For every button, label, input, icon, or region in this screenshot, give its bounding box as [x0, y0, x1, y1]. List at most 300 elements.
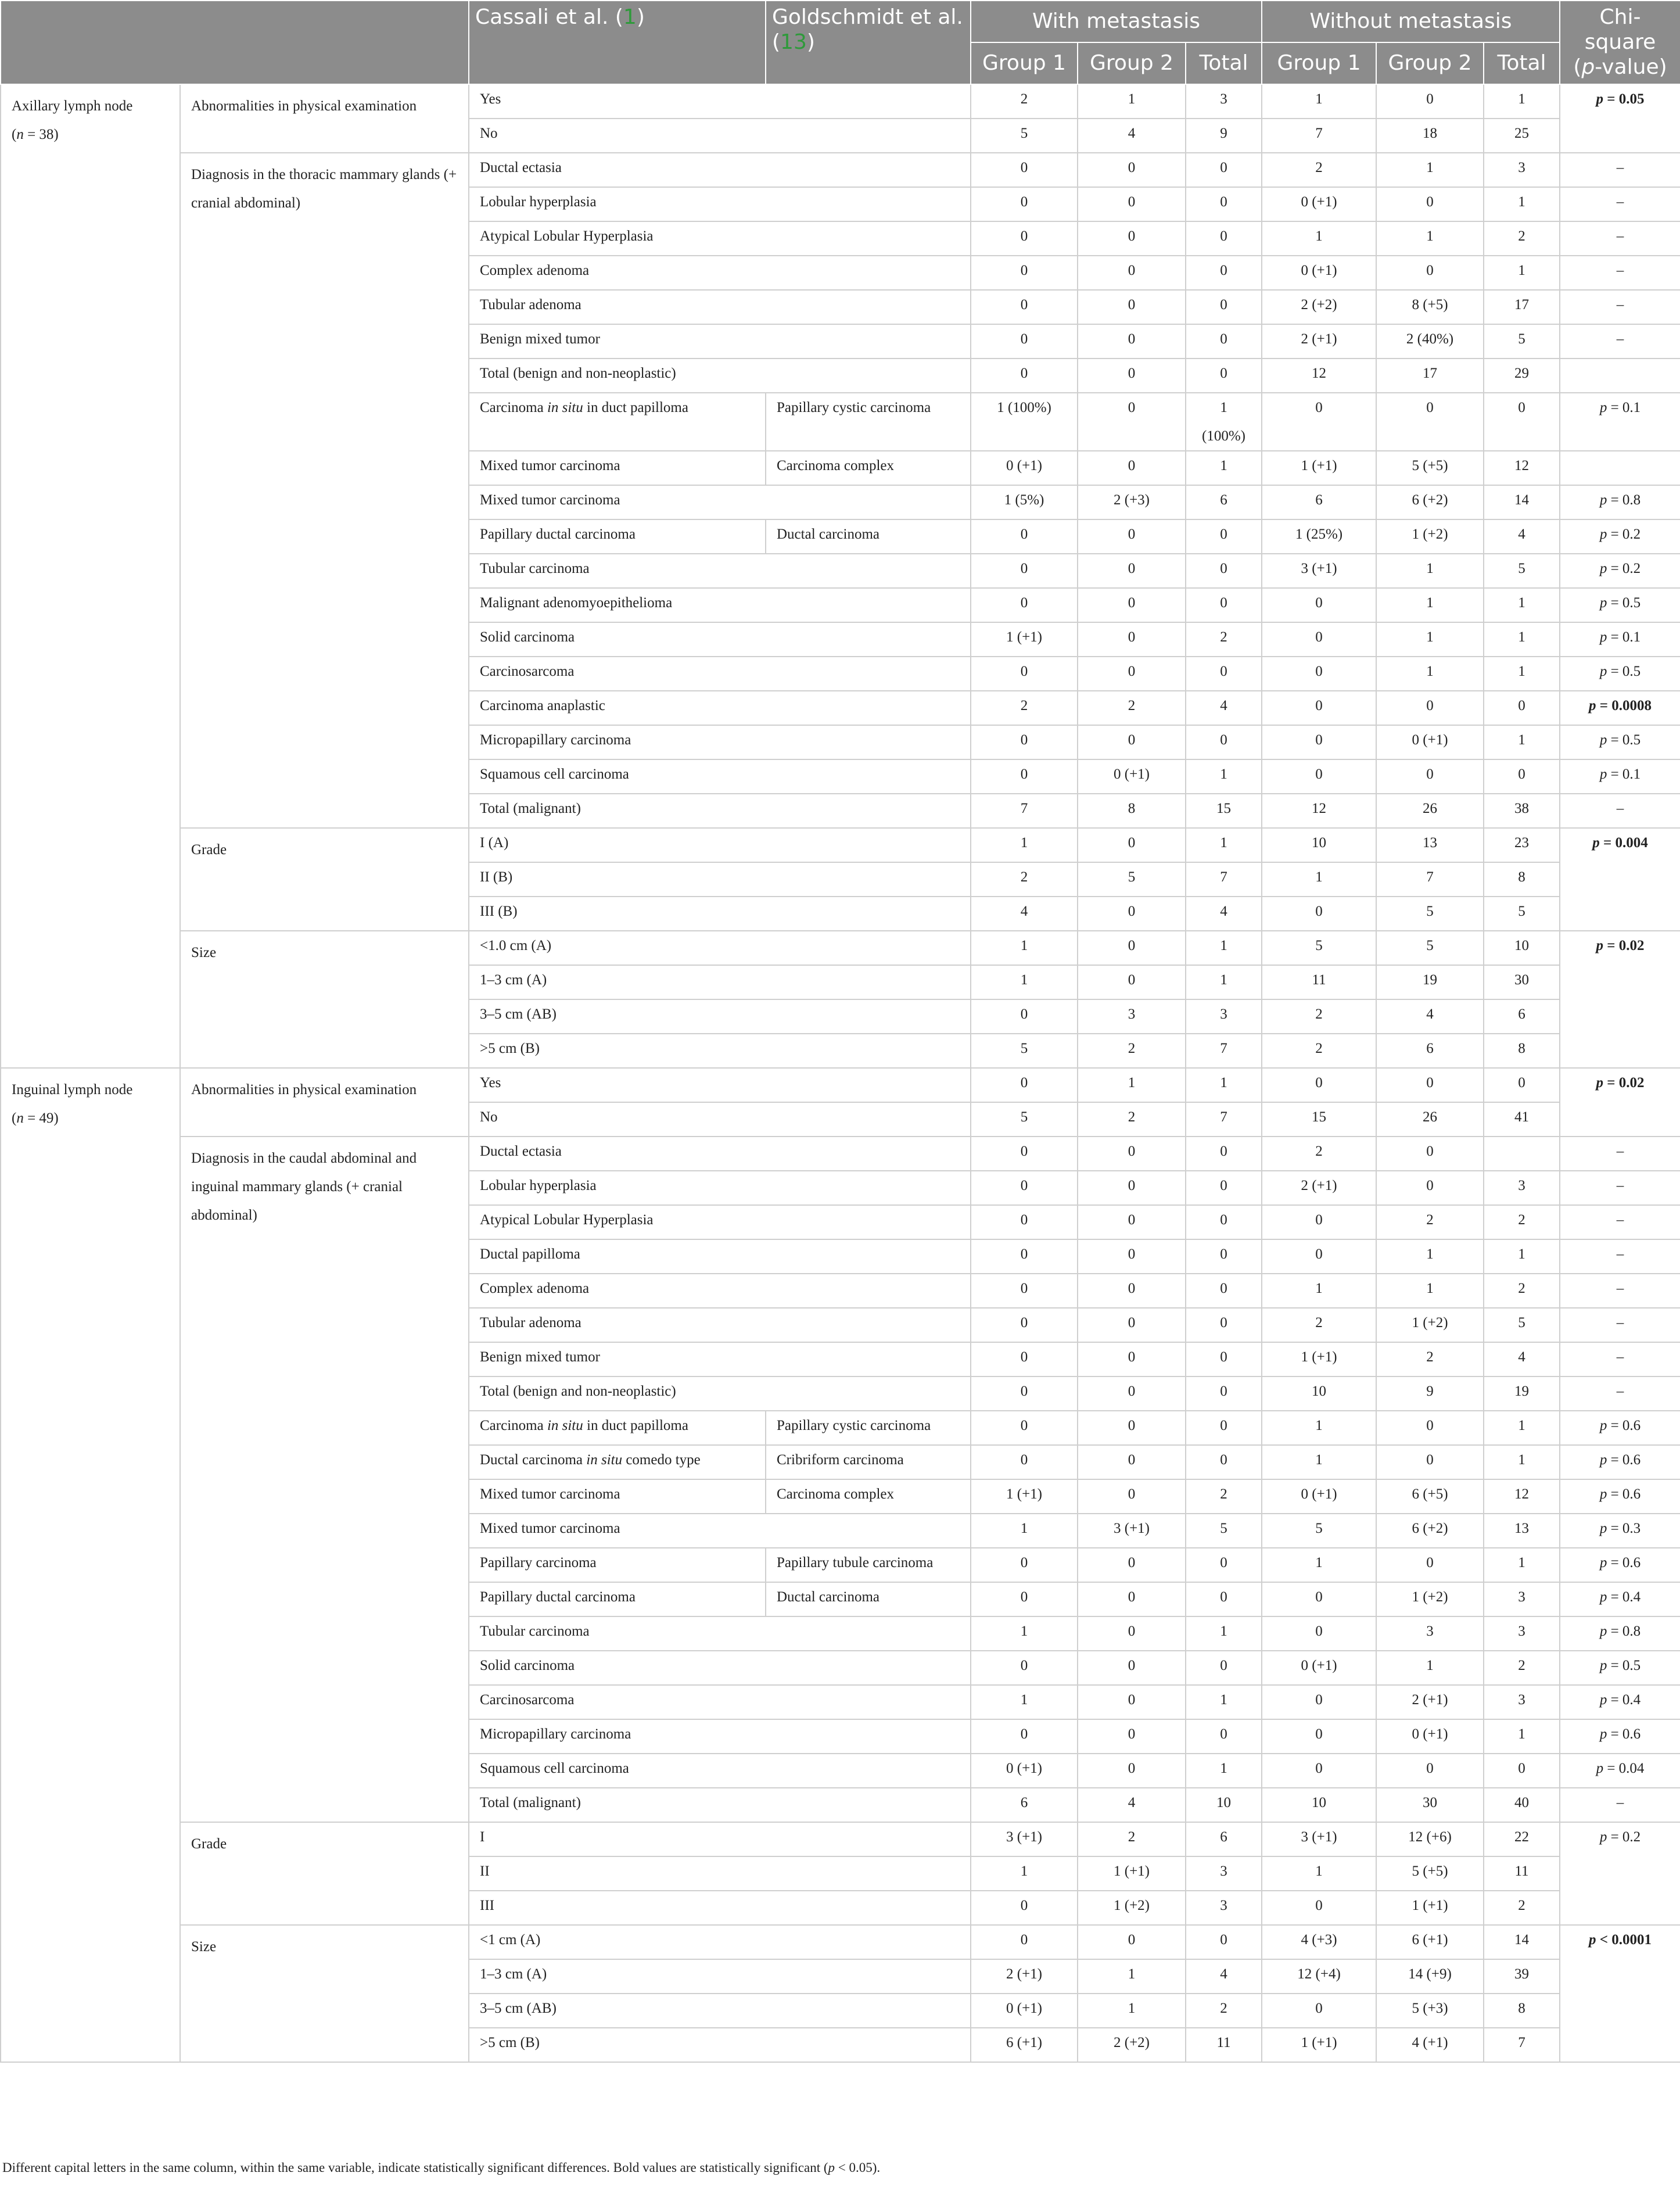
value-cell: 2 [1186, 1479, 1262, 1514]
value-cell: 2 (+1) [971, 1959, 1078, 1994]
value-cell: 0 [1078, 359, 1186, 393]
p-value: p = 0.1 [1560, 393, 1680, 451]
value-cell: 6 [1484, 999, 1560, 1034]
value-cell: 1 [1376, 588, 1484, 622]
category-cassali: Carcinosarcoma [469, 657, 971, 691]
value-cell: 0 [1078, 622, 1186, 657]
value-cell: 1 [1186, 1685, 1262, 1719]
value-cell: 0 [1186, 1376, 1262, 1411]
table-body [1, 84, 1680, 2062]
p-value: – [1560, 256, 1680, 290]
value-cell: 0 [1078, 1137, 1186, 1171]
value-cell: 1 [1078, 1994, 1186, 2028]
value-cell: 0 [1078, 256, 1186, 290]
value-cell: 2 (+3) [1078, 485, 1186, 519]
category-cassali: Squamous cell carcinoma [469, 759, 971, 794]
value-cell: 0 [1376, 187, 1484, 221]
p-value: p = 0.004 [1560, 828, 1680, 931]
p-value: p = 0.2 [1560, 1822, 1680, 1925]
value-cell: 0 [1078, 1479, 1186, 1514]
goldschmidt-ref-link[interactable]: 13 [780, 30, 807, 55]
value-cell: 2 [1376, 1205, 1484, 1239]
value-cell: 1 [1484, 84, 1560, 119]
value-cell: 0 [971, 324, 1078, 359]
p-value: p < 0.0001 [1560, 1925, 1680, 2062]
value-cell: 7 [1186, 1034, 1262, 1068]
p-value: – [1560, 1205, 1680, 1239]
category-cassali: Total (benign and non-neoplastic) [469, 1376, 971, 1411]
value-cell: 0 [1078, 221, 1186, 256]
value-cell: 4 (+1) [1376, 2028, 1484, 2062]
category-cassali: Carcinoma in situ in duct papilloma [469, 393, 766, 451]
value-cell: 0 [1376, 1445, 1484, 1479]
value-cell: 1 [971, 965, 1078, 999]
value-cell: 12 [1262, 794, 1376, 828]
value-cell: 7 [1262, 119, 1376, 153]
value-cell: 4 [1186, 691, 1262, 725]
value-cell: 4 [1078, 119, 1186, 153]
category-goldschmidt: Carcinoma complex [766, 1479, 971, 1514]
category-cassali: <1.0 cm (A) [469, 931, 971, 965]
value-cell: 7 [1376, 862, 1484, 897]
value-cell: 1 (5%) [971, 485, 1078, 519]
value-cell: 5 [1484, 554, 1560, 588]
p-value: p = 0.02 [1560, 1068, 1680, 1137]
value-cell: 6 (+2) [1376, 1514, 1484, 1548]
category-cassali: II (B) [469, 862, 971, 897]
value-cell: 14 (+9) [1376, 1959, 1484, 1994]
value-cell: 0 [1186, 187, 1262, 221]
value-cell: 1 [1484, 725, 1560, 759]
category-cassali: Tubular adenoma [469, 1308, 971, 1342]
value-cell: 3 (+1) [971, 1822, 1078, 1856]
value-cell: 0 [1262, 1891, 1376, 1925]
value-cell: 0 [971, 1925, 1078, 1959]
value-cell: 0 [971, 1411, 1078, 1445]
value-cell: 1 [1484, 1548, 1560, 1582]
value-cell: 3 [1186, 1891, 1262, 1925]
value-cell: 0 [1078, 897, 1186, 931]
value-cell: 5 [1186, 1514, 1262, 1548]
value-cell: 5 [971, 119, 1078, 153]
value-cell: 1 [971, 828, 1078, 862]
value-cell: 5 (+5) [1376, 1856, 1484, 1891]
category-cassali: Benign mixed tumor [469, 324, 971, 359]
value-cell: 6 [1186, 485, 1262, 519]
value-cell: 1 [1376, 657, 1484, 691]
value-cell: 0 [1376, 1411, 1484, 1445]
p-value: p = 0.6 [1560, 1445, 1680, 1479]
value-cell: 1 [1484, 1239, 1560, 1274]
value-cell: 1 (+1) [1262, 451, 1376, 485]
p-value: p = 0.6 [1560, 1719, 1680, 1754]
header-total-without: Total [1484, 42, 1560, 84]
value-cell: 1 [1484, 256, 1560, 290]
value-cell: 0 [1078, 1719, 1186, 1754]
value-cell: 6 (+2) [1376, 485, 1484, 519]
value-cell: 0 [1262, 1239, 1376, 1274]
value-cell: 0 [1262, 657, 1376, 691]
value-cell: 0 [1186, 1239, 1262, 1274]
variable-label: Grade [180, 1822, 469, 1925]
value-cell: 1 [1186, 1616, 1262, 1651]
value-cell: 1 (+1) [1078, 1856, 1186, 1891]
p-value: p = 0.5 [1560, 588, 1680, 622]
value-cell: 12 [1484, 451, 1560, 485]
category-cassali: Ductal carcinoma in situ comedo type [469, 1445, 766, 1479]
category-cassali: Yes [469, 84, 971, 119]
value-cell: 2 [1484, 1891, 1560, 1925]
value-cell: 17 [1376, 359, 1484, 393]
value-cell: 1 [1484, 657, 1560, 691]
value-cell: 0 [1078, 725, 1186, 759]
value-cell: 0 [1262, 588, 1376, 622]
value-cell: 0 [1078, 1171, 1186, 1205]
value-cell: 0 [1484, 691, 1560, 725]
value-cell: 2 [1484, 221, 1560, 256]
value-cell: 0 [1078, 1342, 1186, 1376]
value-cell: 1 [1186, 828, 1262, 862]
header-without-metastasis: Without metastasis [1262, 1, 1560, 42]
category-cassali: I [469, 1822, 971, 1856]
value-cell: 6 (+1) [971, 2028, 1078, 2062]
p-value: p = 0.04 [1560, 1754, 1680, 1788]
category-goldschmidt: Papillary tubule carcinoma [766, 1548, 971, 1582]
table-row [1, 1822, 1680, 1856]
value-cell: 1 [971, 1616, 1078, 1651]
value-cell: 1 [1376, 622, 1484, 657]
value-cell: 0 [1262, 393, 1376, 451]
p-value: – [1560, 324, 1680, 359]
value-cell: 0 [971, 221, 1078, 256]
value-cell: 0 [971, 153, 1078, 187]
value-cell: 0 [971, 588, 1078, 622]
category-cassali: I (A) [469, 828, 971, 862]
value-cell: 0 [1186, 1171, 1262, 1205]
value-cell: 1 [1262, 1274, 1376, 1308]
table-footnote: Different capital letters in the same column, within the same variable, indicate statistically significant differences. Bold values are statistically significant (p < 0.05). [2, 2160, 881, 2175]
header-cassali: Cassali et al. (1) [469, 1, 766, 84]
p-value: p = 0.6 [1560, 1548, 1680, 1582]
value-cell: 5 (+5) [1376, 451, 1484, 485]
value-cell: 0 [1078, 153, 1186, 187]
value-cell: 1 [1078, 1959, 1186, 1994]
value-cell: 41 [1484, 1102, 1560, 1137]
category-cassali: Complex adenoma [469, 1274, 971, 1308]
category-cassali: Complex adenoma [469, 256, 971, 290]
value-cell: 0 (+1) [971, 1754, 1078, 1788]
category-cassali: Mixed tumor carcinoma [469, 1479, 766, 1514]
value-cell: 0 [1078, 588, 1186, 622]
value-cell: 3 [1484, 153, 1560, 187]
value-cell: 0 [1078, 451, 1186, 485]
value-cell: 2 [1078, 691, 1186, 725]
value-cell: 0 (+1) [1262, 1651, 1376, 1685]
value-cell: 6 [971, 1788, 1078, 1822]
value-cell: 1 [1484, 1719, 1560, 1754]
value-cell: 10 [1262, 1376, 1376, 1411]
value-cell: 0 [971, 1719, 1078, 1754]
variable-label: Diagnosis in the thoracic mammary glands (+ cranial abdominal) [180, 153, 469, 828]
cassali-ref-link[interactable]: 1 [623, 5, 637, 29]
value-cell: 0 [971, 1445, 1078, 1479]
p-value: p = 0.4 [1560, 1685, 1680, 1719]
p-value: – [1560, 1342, 1680, 1376]
p-value: p = 0.8 [1560, 1616, 1680, 1651]
value-cell: 0 [971, 725, 1078, 759]
p-value: – [1560, 153, 1680, 187]
p-value: p = 0.8 [1560, 485, 1680, 519]
value-cell: 0 [1186, 725, 1262, 759]
category-cassali: III (B) [469, 897, 971, 931]
p-value: p = 0.5 [1560, 725, 1680, 759]
category-cassali: >5 cm (B) [469, 1034, 971, 1068]
value-cell: 0 [971, 1548, 1078, 1582]
category-goldschmidt: Carcinoma complex [766, 451, 971, 485]
value-cell: 0 [1078, 1376, 1186, 1411]
value-cell: 3 [1484, 1582, 1560, 1616]
category-cassali: Mixed tumor carcinoma [469, 1514, 971, 1548]
value-cell: 6 [1376, 1034, 1484, 1068]
value-cell: 1 [1484, 588, 1560, 622]
value-cell: 0 [1376, 1548, 1484, 1582]
category-cassali: Total (malignant) [469, 794, 971, 828]
value-cell: 0 [1186, 359, 1262, 393]
category-cassali: Solid carcinoma [469, 1651, 971, 1685]
header-pvalue: (p-value) [1573, 55, 1667, 80]
section-label: Axillary lymph node (n = 38) [1, 84, 180, 1068]
value-cell: 0 [1078, 657, 1186, 691]
category-cassali: 3–5 cm (AB) [469, 999, 971, 1034]
value-cell: 10 [1186, 1788, 1262, 1822]
value-cell: 2 [1262, 1034, 1376, 1068]
section-n: (n = 49) [12, 1110, 59, 1126]
value-cell: 0 [1484, 1754, 1560, 1788]
value-cell: 10 [1262, 1788, 1376, 1822]
p-value: – [1560, 1171, 1680, 1205]
value-cell: 1 [1186, 1068, 1262, 1102]
value-cell: 0 [1186, 1308, 1262, 1342]
p-value: p = 0.5 [1560, 1651, 1680, 1685]
value-cell: 0 [1186, 1719, 1262, 1754]
value-cell: 0 [1078, 1548, 1186, 1582]
value-cell: 29 [1484, 359, 1560, 393]
table-row [1, 84, 1680, 119]
value-cell: 3 (+1) [1262, 1822, 1376, 1856]
value-cell: 0 [1186, 1137, 1262, 1171]
value-cell: 2 (+1) [1262, 324, 1376, 359]
value-cell: 8 [1078, 794, 1186, 828]
value-cell: 0 [971, 554, 1078, 588]
value-cell: 1 [1262, 862, 1376, 897]
category-goldschmidt: Ductal carcinoma [766, 1582, 971, 1616]
p-value: p = 0.05 [1560, 84, 1680, 153]
value-cell: 1 [1484, 1411, 1560, 1445]
value-cell: 5 [1376, 931, 1484, 965]
variable-label: Abnormalities in physical examination [180, 84, 469, 153]
table-header [1, 1, 1680, 84]
value-cell: 9 [1376, 1376, 1484, 1411]
value-cell: 3 [1078, 999, 1186, 1034]
header-group1-without: Group 1 [1262, 42, 1376, 84]
value-cell: 0 [971, 759, 1078, 794]
value-cell: 12 (+4) [1262, 1959, 1376, 1994]
value-cell: 1 [1262, 1548, 1376, 1582]
value-cell: 0 [971, 1376, 1078, 1411]
value-cell: 22 [1484, 1822, 1560, 1856]
value-cell: 0 [971, 1308, 1078, 1342]
p-value: p = 0.5 [1560, 657, 1680, 691]
value-cell: 0 [1262, 1068, 1376, 1102]
value-cell: 1 [1262, 1445, 1376, 1479]
category-cassali: Lobular hyperplasia [469, 1171, 971, 1205]
value-cell: 0 [1186, 1548, 1262, 1582]
value-cell: 7 [1186, 1102, 1262, 1137]
value-cell: 1 (+1) [1262, 1342, 1376, 1376]
variable-label: Grade [180, 828, 469, 931]
value-cell: 5 [1484, 324, 1560, 359]
category-cassali: II [469, 1856, 971, 1891]
value-cell: 5 [1078, 862, 1186, 897]
value-cell: 1 [1186, 965, 1262, 999]
value-cell: 1 [1376, 554, 1484, 588]
value-cell: 4 [1484, 1342, 1560, 1376]
value-cell: 0 [1262, 1616, 1376, 1651]
value-cell: 0 [1078, 393, 1186, 451]
value-cell: 1 [1262, 221, 1376, 256]
value-cell: 2 [1262, 999, 1376, 1034]
category-cassali: Micropapillary carcinoma [469, 1719, 971, 1754]
value-cell: 0 [1262, 691, 1376, 725]
value-cell: 1 [1262, 1411, 1376, 1445]
category-cassali: Atypical Lobular Hyperplasia [469, 1205, 971, 1239]
value-cell: 0 [1376, 759, 1484, 794]
value-cell: 7 [1186, 862, 1262, 897]
category-cassali: Carcinoma in situ in duct papilloma [469, 1411, 766, 1445]
value-cell: 2 [1186, 622, 1262, 657]
p-value: p = 0.0008 [1560, 691, 1680, 725]
category-cassali: III [469, 1891, 971, 1925]
category-cassali: Papillary ductal carcinoma [469, 1582, 766, 1616]
p-value: p = 0.1 [1560, 622, 1680, 657]
p-value: p = 0.3 [1560, 1514, 1680, 1548]
value-cell: 2 [1262, 153, 1376, 187]
value-cell: 1 [971, 1514, 1078, 1548]
value-cell: 1 (+1) [1376, 1891, 1484, 1925]
category-goldschmidt: Cribriform carcinoma [766, 1445, 971, 1479]
category-cassali: Carcinoma anaplastic [469, 691, 971, 725]
value-cell: 0 [971, 1137, 1078, 1171]
value-cell: 6 [1186, 1822, 1262, 1856]
value-cell: 0 [1376, 1137, 1484, 1171]
p-value: – [1560, 187, 1680, 221]
value-cell: 19 [1484, 1376, 1560, 1411]
value-cell: 0 [1078, 1925, 1186, 1959]
category-cassali: Papillary ductal carcinoma [469, 519, 766, 554]
value-cell: 0 [1186, 1274, 1262, 1308]
value-cell: 1 (+2) [1078, 1891, 1186, 1925]
variable-label: Size [180, 1925, 469, 2062]
value-cell: 0 [971, 657, 1078, 691]
value-cell: 18 [1376, 119, 1484, 153]
value-cell: 5 [971, 1034, 1078, 1068]
value-cell: 8 [1484, 1994, 1560, 2028]
category-cassali: Total (malignant) [469, 1788, 971, 1822]
p-value: – [1560, 221, 1680, 256]
value-cell: 19 [1376, 965, 1484, 999]
value-cell: 3 [1186, 84, 1262, 119]
value-cell: 0 [1186, 153, 1262, 187]
header-group1-with: Group 1 [971, 42, 1078, 84]
value-cell: 2 [1262, 1137, 1376, 1171]
value-cell: 3 (+1) [1078, 1514, 1186, 1548]
value-cell: 38 [1484, 794, 1560, 828]
category-cassali: Benign mixed tumor [469, 1342, 971, 1376]
p-value: p = 0.2 [1560, 554, 1680, 588]
value-cell: 8 (+5) [1376, 290, 1484, 324]
category-goldschmidt: Papillary cystic carcinoma [766, 393, 971, 451]
value-cell: 4 [1078, 1788, 1186, 1822]
p-value: – [1560, 1376, 1680, 1411]
value-cell: 8 [1484, 1034, 1560, 1068]
category-cassali: Solid carcinoma [469, 622, 971, 657]
value-cell: 0 [1078, 1754, 1186, 1788]
value-cell: 0 [1078, 1582, 1186, 1616]
value-cell: 0 [1262, 1685, 1376, 1719]
value-cell: 0 [971, 1205, 1078, 1239]
value-cell: 3 [1484, 1171, 1560, 1205]
value-cell: 7 [1484, 2028, 1560, 2062]
value-cell: 5 [1262, 1514, 1376, 1548]
value-cell: 26 [1376, 1102, 1484, 1137]
value-cell: 2 [1262, 1308, 1376, 1342]
value-cell: 0 [1186, 1445, 1262, 1479]
value-cell: 0 [1186, 221, 1262, 256]
category-cassali: Mixed tumor carcinoma [469, 485, 971, 519]
p-value: – [1560, 1788, 1680, 1822]
value-cell: 0 [1186, 554, 1262, 588]
category-cassali: Lobular hyperplasia [469, 187, 971, 221]
variable-label: Abnormalities in physical examination [180, 1068, 469, 1137]
value-cell: 23 [1484, 828, 1560, 862]
value-cell: 0 [1078, 1205, 1186, 1239]
value-cell: 1 [1376, 153, 1484, 187]
value-cell: 0 [1078, 1616, 1186, 1651]
value-cell: 1 (+2) [1376, 1308, 1484, 1342]
value-cell: 0 [1078, 931, 1186, 965]
value-cell: 5 [1484, 897, 1560, 931]
header-group2-with: Group 2 [1078, 42, 1186, 84]
value-cell: 5 [1262, 931, 1376, 965]
value-cell: 1 [1376, 1239, 1484, 1274]
value-cell: 0 [971, 1274, 1078, 1308]
value-cell: 1 [1376, 1651, 1484, 1685]
value-cell: 0 [1262, 622, 1376, 657]
category-cassali: Tubular adenoma [469, 290, 971, 324]
value-cell [1484, 1137, 1560, 1171]
value-cell: 40 [1484, 1788, 1560, 1822]
value-cell: 4 [1376, 999, 1484, 1034]
value-cell: 3 [1186, 999, 1262, 1034]
value-cell: 0 [1078, 1411, 1186, 1445]
value-cell: 0 [1186, 519, 1262, 554]
value-cell: 12 (+6) [1376, 1822, 1484, 1856]
value-cell: 0 [971, 1891, 1078, 1925]
variable-label: Size [180, 931, 469, 1068]
value-cell: 0 [971, 999, 1078, 1034]
value-cell: 0 [1078, 187, 1186, 221]
value-cell: 0 [1078, 1274, 1186, 1308]
